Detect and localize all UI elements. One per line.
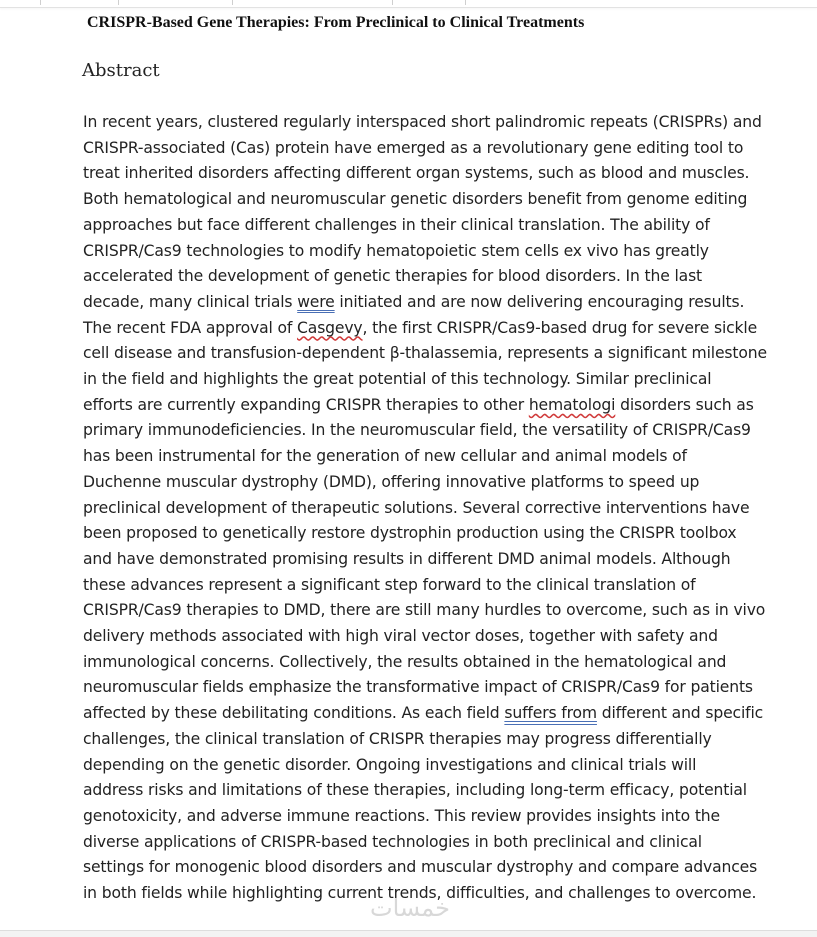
text-run: in the field and highlights the great potential of this technology. Similar preclinical: [83, 370, 712, 389]
ruler-tick: [392, 0, 393, 5]
text-run: Duchenne muscular dystrophy (DMD), offering innovative platforms to speed up: [83, 472, 700, 491]
text-run: genotoxicity, and adverse immune reactions. This review provides insights into the: [83, 806, 720, 825]
abstract-line: [83, 830, 743, 856]
abstract-paragraph[interactable]: [83, 110, 767, 907]
page-bottom-edge: [0, 930, 817, 937]
watermark-logo: خمسات: [369, 894, 451, 922]
text-run: decade, many clinical trials: [83, 292, 298, 311]
text-run: In recent years, clustered regularly interspaced short palindromic repeats (CRISPRs) and: [83, 113, 762, 131]
abstract-line: [83, 264, 743, 290]
text-run: depending on the genetic disorder. Ongoing investigations and clinical trials will: [83, 755, 697, 774]
text-run: delivery methods associated with high viral vector doses, together with safety and: [83, 627, 718, 646]
text-run: initiated and are now delivering encouraging results.: [334, 292, 745, 311]
text-run: diverse applications of CRISPR-based technologies in both preclinical and clinical: [83, 832, 702, 851]
text-run: primary immunodeficiencies. In the neuromuscular field, the versatility of CRISPR/Cas9: [83, 421, 751, 440]
abstract-line: [83, 316, 758, 342]
text-run: CRISPR/Cas9 therapies to DMD, there are still many hurdles to overcome, such as in vivo: [83, 601, 766, 620]
abstract-line: [83, 161, 750, 187]
text-run: disorders such as: [615, 395, 754, 414]
abstract-line: [83, 573, 743, 599]
text-run: challenges, the clinical translation of CRISPR therapies may progress differentially: [83, 729, 712, 748]
text-run: approaches but face different challenges in their clinical translation. The ability of: [83, 215, 710, 234]
grammar-suggestion: suffers from: [504, 704, 597, 723]
text-run: , the first CRISPR/Cas9-based drug for severe sickle: [362, 318, 758, 337]
text-run: in both fields while highlighting current trends, difficulties, and challenges to overcome.: [83, 884, 757, 903]
text-run: efforts are currently expanding CRISPR therapies to other: [83, 395, 529, 414]
abstract-line: [83, 496, 750, 522]
ruler-tick: [465, 0, 466, 5]
abstract-line: [83, 239, 743, 265]
text-run: has been instrumental for the generation of new cellular and animal models of: [83, 447, 687, 466]
text-run: cell disease and transfusion-dependent β-thalassemia, represents a significant milestone: [83, 344, 767, 363]
text-run: different and specific: [596, 704, 764, 723]
abstract-line: [83, 675, 753, 701]
abstract-line: [83, 753, 743, 779]
abstract-line: [83, 624, 743, 650]
abstract-line: [83, 727, 743, 753]
abstract-line: [83, 804, 743, 830]
text-run: affected by these debilitating conditions. As each field: [83, 704, 505, 723]
text-run: been proposed to genetically restore dystrophin production using the CRISPR toolbox: [83, 524, 737, 543]
text-run: neuromuscular fields emphasize the transformative impact of CRISPR/Cas9 for patients: [83, 678, 753, 697]
text-run: CRISPR/Cas9 technologies to modify hematopoietic stem cells ex vivo has greatly: [83, 241, 709, 260]
abstract-line: [83, 650, 743, 676]
abstract-line: [83, 778, 747, 804]
ruler-tick: [232, 0, 233, 5]
abstract-line: [83, 701, 764, 727]
text-run: settings for monogenic blood disorders and muscular dystrophy and compare advances: [83, 858, 758, 877]
ruler-tick: [118, 0, 119, 5]
text-run: immunological concerns. Collectively, the results obtained in the hematological and: [83, 652, 727, 671]
abstract-line: [83, 855, 758, 881]
abstract-line: [83, 547, 743, 573]
text-run: these advances represent a significant step forward to the clinical translation of: [83, 575, 696, 594]
text-run: The recent FDA approval of: [83, 318, 298, 337]
abstract-line: [83, 470, 743, 496]
text-run: CRISPR-associated (Cas) protein have emerged as a revolutionary gene editing tool to: [83, 138, 744, 157]
abstract-line: [83, 341, 767, 367]
abstract-line: [83, 290, 743, 316]
text-run: accelerated the development of genetic therapies for blood disorders. In the last: [83, 267, 703, 286]
abstract-heading: Abstract: [82, 60, 160, 81]
abstract-line: [83, 367, 743, 393]
document-title: CRISPR-Based Gene Therapies: From Preclinical to Clinical Treatments: [87, 14, 585, 31]
text-run: Both hematological and neuromuscular genetic disorders benefit from genome editing: [83, 190, 748, 209]
grammar-suggestion: were: [297, 292, 335, 311]
text-run: address risks and limitations of these therapies, including long-term efficacy, potential: [83, 781, 747, 800]
text-run: treat inherited disorders affecting different organ systems, such as blood and muscles.: [83, 164, 750, 183]
abstract-line: [83, 136, 743, 162]
spelling-error: hematologi: [528, 395, 616, 414]
abstract-line: [83, 598, 766, 624]
spelling-error: Casgevy: [297, 318, 363, 337]
abstract-line: [83, 110, 762, 136]
ruler-tick: [40, 0, 41, 5]
text-run: preclinical development of therapeutic solutions. Several corrective interventions have: [83, 498, 750, 517]
page-top-edge: [0, 0, 817, 8]
abstract-line: [83, 418, 751, 444]
abstract-line: [83, 187, 748, 213]
abstract-line: [83, 393, 754, 419]
abstract-line: [83, 213, 743, 239]
abstract-line: [83, 444, 743, 470]
abstract-line: [83, 521, 743, 547]
text-run: and have demonstrated promising results in different DMD animal models. Although: [83, 549, 731, 568]
